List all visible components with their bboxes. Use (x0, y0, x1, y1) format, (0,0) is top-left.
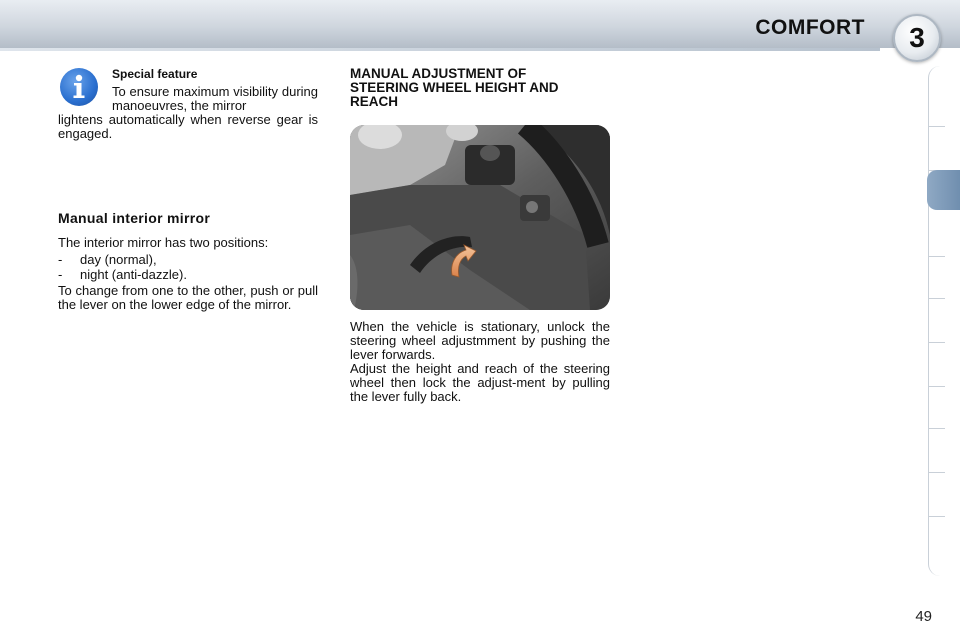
info-icon (60, 68, 98, 106)
chapter-tab-divider (929, 516, 945, 517)
info-glyph-icon (60, 68, 98, 106)
special-feature-title: Special feature (112, 67, 198, 81)
mirror-position-label: night (anti-dazzle). (80, 267, 187, 282)
steering-unlock-text: When the vehicle is stationary, unlock the steering wheel adjustmment by pushing the lever forwards. (350, 319, 610, 362)
mirror-section-title: Manual interior mirror (58, 210, 211, 226)
special-feature-text-1: To ensure maximum visibility during manoeuvres, the mirror (112, 84, 318, 113)
chapter-tab-strip (928, 66, 960, 576)
special-feature-text-2: lightens automatically when reverse gear is engaged. (58, 112, 318, 141)
chapter-title: COMFORT (755, 16, 865, 39)
chapter-tab-divider (929, 126, 945, 127)
chapter-tab-divider (929, 386, 945, 387)
chapter-tab-divider (929, 428, 945, 429)
mirror-intro-text: The interior mirror has two positions: (58, 235, 269, 250)
chapter-tab-divider (929, 298, 945, 299)
active-chapter-tab[interactable] (927, 170, 960, 210)
mirror-change-text: To change from one to the other, push or pull the lever on the lower edge of the mirror. (58, 283, 318, 312)
mirror-position-label: day (normal), (80, 252, 157, 267)
chapter-number: 3 (909, 22, 925, 53)
page-number: 49 (915, 608, 932, 625)
mirror-position-item (58, 268, 187, 282)
bullet-dash: - (58, 252, 63, 267)
steering-adjust-text: Adjust the height and reach of the steering wheel then lock the adjust-ment by pulling the lever fully back. (350, 361, 610, 404)
steering-lever-photo (350, 125, 610, 310)
chapter-tab-divider (929, 472, 945, 473)
chapter-number-badge (893, 14, 941, 62)
chapter-tab-divider (929, 256, 945, 257)
bullet-dash: - (58, 267, 63, 282)
chapter-tab-divider (929, 342, 945, 343)
mirror-position-item (58, 253, 157, 267)
steering-section-title: MANUAL ADJUSTMENT OF STEERING WHEEL HEIGHT AND REACH (350, 66, 559, 109)
steering-column-illustration (350, 125, 610, 310)
header-divider (0, 48, 880, 51)
